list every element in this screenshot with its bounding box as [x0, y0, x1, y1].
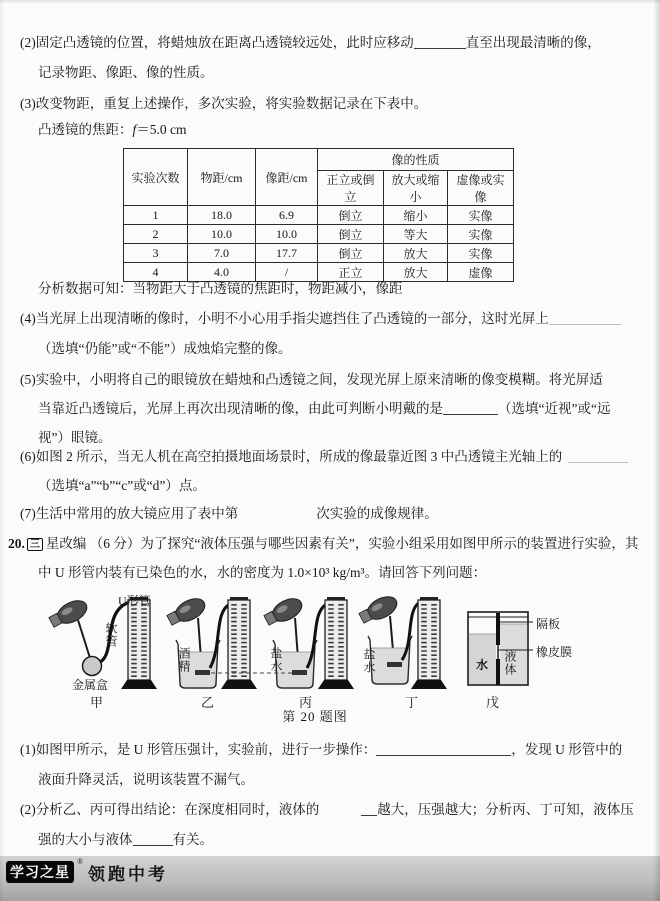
difficulty-badge: 三	[27, 538, 43, 551]
table-row	[124, 206, 514, 225]
cell: 7.0	[188, 244, 256, 263]
text-segment: 凸透镜的焦距：	[38, 122, 133, 137]
text-segment: (1)如图甲所示，是 U 形管压强计，实验前，进行一步操作：	[20, 742, 377, 757]
q19-item5-line2	[38, 400, 610, 418]
answer-blank	[376, 742, 511, 756]
q19-item7	[20, 505, 438, 523]
cell: 实像	[448, 225, 514, 244]
text-segment: ，发现 U 形管中的	[511, 742, 623, 757]
footer-bar	[0, 856, 660, 901]
table-row	[124, 244, 514, 263]
label-yi: 乙	[201, 695, 215, 710]
answer-blank	[133, 832, 173, 846]
q19-item5-line1	[20, 371, 603, 389]
answer-blank	[414, 35, 466, 49]
q19-item5-line3	[38, 429, 112, 447]
q20-sub2-line1	[20, 801, 634, 819]
text-segment: 当靠近凸透镜后，光屏上再次出现清晰的像，由此可判断小明戴的是	[38, 401, 443, 416]
cell: 4.0	[188, 263, 256, 282]
text-segment: 记录物距、像距、像的性质。	[38, 65, 214, 80]
salt-water-label-bing: 盐水	[269, 647, 283, 673]
cell: 倒立	[318, 244, 384, 263]
subcol-real-virtual: 虚像或实像	[448, 171, 514, 206]
col-header-image-distance: 像距/cm	[256, 149, 318, 206]
q19-item6-line2	[38, 477, 206, 495]
label-ding: 丁	[405, 695, 419, 710]
answer-blank	[549, 311, 621, 325]
q19-item4-line1	[20, 310, 621, 328]
cell: 虚像	[448, 263, 514, 282]
cell: /	[256, 263, 318, 282]
text-segment: ＝5.0 cm	[136, 122, 187, 137]
q19-item2-line2	[38, 64, 214, 82]
text-segment: 星改编 （6 分）为了探究“液体压强与哪些因素有关”，实验小组采用如图甲所示的装置进行实验，其	[45, 536, 639, 551]
focal-symbol: f	[132, 122, 137, 137]
q20-sub1-line1	[20, 741, 622, 759]
cell: 实像	[448, 244, 514, 263]
text-segment: 直至出现最清晰的像，	[465, 35, 601, 50]
subcol-magnification: 放大或缩小	[384, 171, 448, 206]
cell: 倒立	[318, 225, 384, 244]
text-segment: (6)如图 2 所示，当无人机在高空拍摄地面场景时，所成的像最靠近图 3 中凸透镜主光轴上的	[20, 449, 563, 464]
cell: 2	[124, 225, 188, 244]
answer-blank	[361, 802, 377, 816]
text-segment: 分析数据可知：当物距大于凸透镜的焦距时，物距减小，像距	[38, 281, 403, 296]
label-bing: 丙	[299, 695, 313, 710]
text-segment: (4)当光屏上出现清晰的像时，小明不小心用手指尖遮挡住了凸透镜的一部分，这时光屏上	[20, 311, 549, 326]
cell: 缩小	[384, 206, 448, 225]
cell: 3	[124, 244, 188, 263]
cell: 正立	[318, 263, 384, 282]
table-header-row	[124, 149, 514, 171]
text-segment: （选填“仍能”或“不能”）成烛焰完整的像。	[38, 341, 292, 356]
apparatus-bing	[262, 594, 354, 689]
text-segment: 有关。	[172, 832, 213, 847]
text-segment: (7)生活中常用的放大镜应用了表中第	[20, 506, 239, 521]
metal-box-label: 金属盒	[72, 678, 109, 692]
q20-sub1-line2	[38, 771, 254, 789]
table-row	[124, 263, 514, 282]
text-segment: (2)分析乙、丙可得出结论：在深度相同时，液体的	[20, 802, 320, 817]
experiment-data-table	[123, 148, 514, 282]
cell: 实像	[448, 206, 514, 225]
text-segment: (2)固定凸透镜的位置，将蜡烛放在距离凸透镜较远处，此时应移动	[20, 35, 414, 50]
figure-caption: 第 20 题图	[282, 709, 348, 724]
apparatus-yi	[165, 594, 257, 689]
table-row	[124, 225, 514, 244]
membrane-label: 橡皮膜	[536, 645, 573, 659]
text-segment: 越大，压强越大；分析丙、丁可知，液体压	[377, 802, 634, 817]
text-segment: 中 U 形管内装有已染色的水，水的密度为 1.0×10³ kg/m³。请回答下列问题：	[38, 565, 487, 580]
cell: 放大	[384, 244, 448, 263]
cell: 放大	[384, 263, 448, 282]
rubber-membrane	[497, 645, 499, 659]
cell: 等大	[384, 225, 448, 244]
q20-sub2-line2	[38, 831, 213, 849]
brand-slogan: 领跑中考	[88, 865, 168, 884]
text-segment: 视”）眼镜。	[38, 430, 112, 445]
q19-item6-line1	[20, 448, 628, 466]
answer-blank	[443, 401, 498, 415]
text-segment: 次实验的成像规律。	[316, 506, 438, 521]
q19-item4-line2	[38, 340, 291, 358]
scan-edge-right	[653, 0, 660, 901]
cell: 10.0	[188, 225, 256, 244]
cell: 4	[124, 263, 188, 282]
cell: 6.9	[256, 206, 318, 225]
cell: 倒立	[318, 206, 384, 225]
q19-item2-line1	[20, 34, 601, 52]
text-segment: 强的大小与液体	[38, 832, 133, 847]
brand-logo: 学习之星	[6, 861, 74, 883]
registered-mark: ®	[77, 857, 84, 866]
col-header-trial: 实验次数	[124, 149, 188, 206]
col-header-object-distance: 物距/cm	[188, 149, 256, 206]
q19-focal-length	[38, 121, 187, 139]
text-segment: （选填“近视”或“远	[498, 401, 611, 416]
alcohol-label: 酒精	[177, 647, 191, 673]
q20-stem-line2	[38, 564, 486, 582]
apparatus-ding	[357, 592, 447, 689]
water-label: 水	[476, 658, 489, 672]
text-segment: (5)实验中，小明将自己的眼镜放在蜡烛和凸透镜之间，发现光屏上原来清晰的像变模糊。将光屏适	[20, 372, 603, 387]
text-segment: 液面升降灵活，说明该装置不漏气。	[38, 772, 254, 787]
question-number: 20.	[8, 536, 25, 551]
cell: 1	[124, 206, 188, 225]
label-wu: 戊	[486, 695, 500, 710]
cell: 17.7	[256, 244, 318, 263]
u-tube-label: U形管	[118, 594, 151, 608]
col-header-image-property: 像的性质	[318, 149, 514, 171]
cell: 18.0	[188, 206, 256, 225]
q19-analysis	[38, 280, 403, 298]
soft-tube-label: 软管	[104, 622, 118, 648]
text-segment: (3)改变物距，重复上述操作，多次实验，将实验数据记录在下表中。	[20, 96, 428, 111]
text-segment: （选填“a”“b”“c”或“d”）点。	[38, 478, 206, 493]
scan-edge-top	[0, 0, 660, 4]
liquid-label: 液体	[503, 650, 517, 676]
q19-item3	[20, 95, 427, 113]
partition-label: 隔板	[536, 617, 561, 631]
apparatus-wu	[468, 612, 528, 685]
salt-water-label-ding: 盐水	[362, 648, 376, 674]
q20-stem-line1	[8, 535, 638, 553]
answer-blank	[568, 449, 628, 463]
subcol-orientation: 正立或倒立	[318, 171, 384, 206]
partition	[496, 613, 500, 645]
label-jia: 甲	[90, 695, 104, 710]
scan-edge-left	[0, 0, 4, 901]
cell: 10.0	[256, 225, 318, 244]
